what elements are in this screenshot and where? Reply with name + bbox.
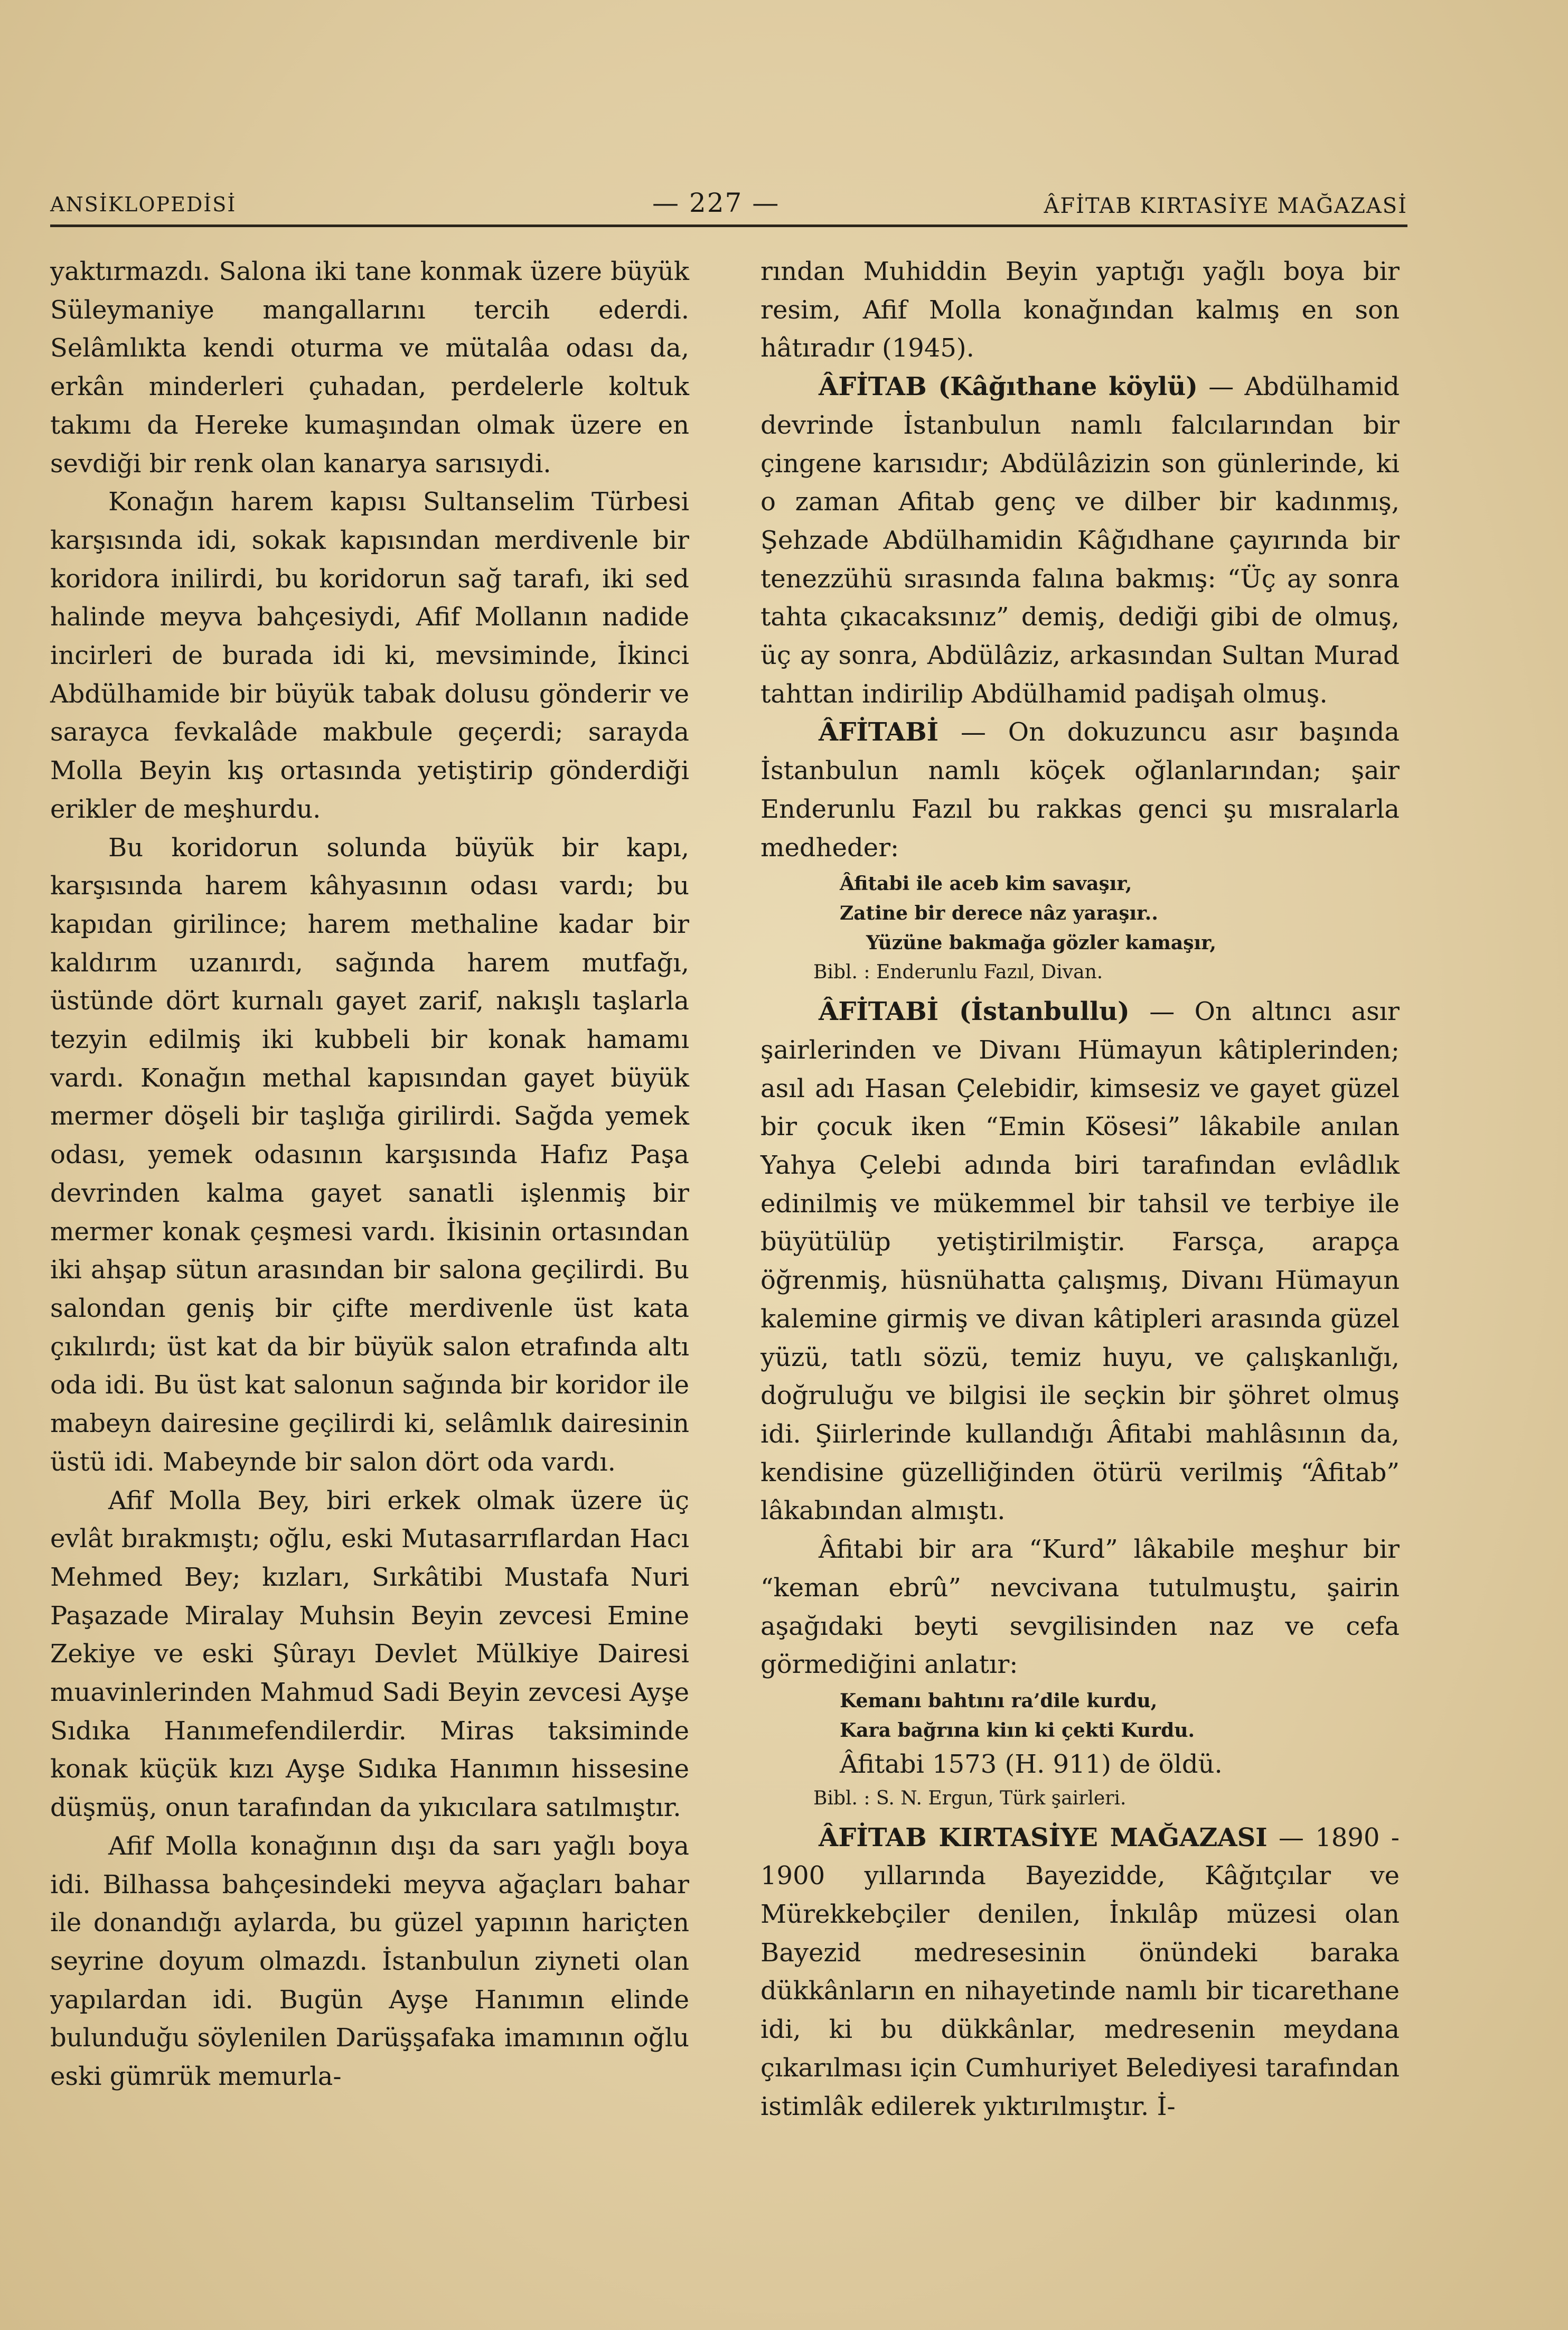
header-left: ANSİKLOPEDİSİ <box>50 193 237 216</box>
verse-block-2 <box>840 1686 1400 1745</box>
header-right: ÂFİTAB KIRTASİYE MAĞAZASİ <box>1044 194 1407 218</box>
entry-headword: ÂFİTAB (Kâğıthane köylü) <box>819 372 1198 402</box>
verse-line: Zatine bir derece nâz yaraşır.. <box>840 902 1158 925</box>
entry-headword: ÂFİTABİ (İstanbullu) <box>819 997 1130 1027</box>
right-paragraph-1: rından Muhiddin Beyin yaptığı yağlı boya bir resim, Afif Molla konağından kalmış en son hâtıradır (1945). <box>760 257 1400 363</box>
page-number: — 227 — <box>652 188 780 218</box>
entry-headword: ÂFİTABİ <box>819 717 939 747</box>
verse-block-1 <box>840 869 1400 958</box>
entry-text: — On dokuzuncu asır başında İstanbulun namlı köçek oğlanlarından; şair Enderunlu Fazıl bu rakkas genci şu mısralarla medheder: <box>760 717 1400 863</box>
entry-afitabi <box>760 713 1400 867</box>
left-column <box>50 252 689 2096</box>
death-line: Âfitabi 1573 (H. 911) de öldü. <box>840 1749 1223 1779</box>
bibliography-1: Bibl. : Enderunlu Fazıl, Divan. <box>813 961 1103 984</box>
right-column <box>760 252 1400 2126</box>
verse-line: Yüzüne bakmağa gözler kamaşır, <box>866 932 1217 955</box>
left-paragraph-4: Afif Molla Bey, biri erkek olmak üzere üç evlât bırakmıştı; oğlu, eski Mutasarrıflardan Hacı Mehmed Bey; kızları, Sırkâtibi Mustafa Nuri Paşazade Miralay Muhsin Beyin zevcesi Emine Zekiye ve eski Şûrayı Devlet Mülkiye Dairesi muavinlerinden Mahmud Sadi Beyin zevcesi Ayşe Sıdıka Hanımefendilerdir. Miras taksiminde konak küçük kızı Ayşe Sıdıka Hanımın hissesine düşmüş, onun tarafından da yıkıcılara satılmıştır. <box>50 1485 689 1823</box>
header-rule <box>50 224 1407 227</box>
left-paragraph-2: Konağın harem kapısı Sultanselim Türbesi karşısında idi, sokak kapısından merdivenle bir koridora inilirdi, bu koridorun sağ tarafı, iki sed halinde meyva bahçesiydi, Afif Mollanın nadide incirleri de burada idi ki, mevsiminde, İkinci Abdülhamide bir büyük tabak dolusu gönderir ve sarayca fevkalâde makbule geçerdi; sarayda Molla Beyin kış ortasında yetiştirip gönderdiği erikler de meşhurdu. <box>50 487 689 824</box>
verse-line: Kara bağrına kiın ki çekti Kurdu. <box>840 1719 1195 1742</box>
bibliography-2: Bibl. : S. N. Ergun, Türk şairleri. <box>813 1787 1126 1809</box>
left-paragraph-1: yaktırmazdı. Salona iki tane konmak üzere büyük Süleymaniye mangallarını tercih ederdi. Selâmlıkta kendi oturma ve mütalâa odası da, erkân minderleri çuhadan, perdelerle koltuk takımı da Hereke kumaşından olmak üzere en sevdiği bir renk olan kanarya sarısıydi. <box>50 257 689 479</box>
entry-afitabi-istanbullu <box>760 993 1400 1530</box>
entry-text: — 1890 - 1900 yıllarında Bayezidde, Kâğıtçılar ve Mürekkebçiler denilen, İnkılâp müzesi olan Bayezid medresesinin önündeki baraka dükkânların en nihayetinde namlı bir ticarethane idi, ki bu dükkânlar, medresenin meydana çıkarılması için Cumhuriyet Belediyesi tarafından istimlâk edilerek yıktırılmıştır. İ- <box>760 1822 1400 2121</box>
left-paragraph-3: Bu koridorun solunda büyük bir kapı, karşısında harem kâhyasının odası vardı; bu kapıdan girilince; harem methaline kadar bir kaldırım uzanırdı, sağında harem mutfağı, üstünde dört kurnalı gayet zarif, nakışlı taşlarla tezyin edilmiş iki kubbeli bir konak hamamı vardı. Konağın methal kapısından gayet büyük mermer döşeli bir taşlığa girilirdi. Sağda yemek odası, yemek odasının karşısında Hafız Paşa devrinden kalma gayet sanatli işlenmiş bir mermer konak çeşmesi vardı. İkisinin ortasından iki ahşap sütun arasından bir salona geçilirdi. Bu salondan geniş bir çifte merdivenle üst kata çıkılırdı; üst kat da bir büyük salon etrafında altı oda idi. Bu üst kat salonun sağında bir koridor ile mabeyn dairesine geçilirdi ki, selâmlık dairesinin üstü idi. Mabeynde bir salon dört oda vardı. <box>50 832 689 1477</box>
entry-headword: ÂFİTAB KIRTASİYE MAĞAZASI <box>819 1822 1267 1852</box>
running-header <box>50 188 1407 224</box>
left-paragraph-5: Afif Molla konağının dışı da sarı yağlı boya idi. Bilhassa bahçesindeki meyva ağaçları bahar ile donandığı aylarda, bu güzel yapının hariçten seyrine doyum olmazdı. İstanbulun ziyneti olan yapılardan idi. Bugün Ayşe Hanımın elinde bulunduğu söylenilen Darüşşafaka imamının oğlu eski gümrük memurla- <box>50 1831 689 2092</box>
verse-line: Kemanı bahtını ra’dile kurdu, <box>840 1689 1158 1712</box>
right-paragraph-kurd: Âfitabi bir ara “Kurd” lâkabile meşhur bir “keman ebrû” nevcivana tutulmuştu, şairin aşağıdaki beyti sevgilisinden naz ve cefa görmediğini anlatır: <box>760 1534 1400 1680</box>
entry-afitab-kagithane <box>760 368 1400 713</box>
entry-afitab-kirtasiye <box>760 1819 1400 2126</box>
entry-text: — On altıncı asır şairlerinden ve Divanı Hümayun kâtiplerinden; asıl adı Hasan Çelebidir, kimsesiz ve gayet güzel bir çocuk iken “Emin Kösesi” lâkabile anılan Yahya Çelebi adında biri tarafından evlâdlık edinilmiş ve mükemmel bir tahsil ve terbiye ile büyütülüp yetiştirilmiştir. Farsça, arapça öğrenmiş, hüsnühatta çalışmış, Divanı Hümayun kalemine girmiş ve divan kâtipleri arasında güzel yüzü, tatlı sözü, temiz huyu, ve çalışkanlığı, doğruluğu ve bilgisi ile seçkin bir şöhret olmuş idi. Şiirlerinde kullandığı Âfitabi mahlâsının da, kendisine güzelliğinden ötürü verilmiş “Âfitab” lâkabından almıştı. <box>760 997 1400 1526</box>
entry-text: — Abdülhamid devrinde İstanbulun namlı falcılarından bir çingene karısıdır; Abdülâzizin son günlerinde, ki o zaman Afitab genç ve dilber bir kadınmış, Şehzade Abdülhamidin Kâğıdhane çayırında bir tenezzühü sırasında falına bakmış: “Üç ay sonra tahta çıkacaksınız” demiş, dediği gibi de olmuş, üç ay sonra, Abdülâziz, arkasından Sultan Murad tahttan indirilip Abdülhamid padişah olmuş. <box>760 372 1400 709</box>
verse-line: Âfitabi ile aceb kim savaşır, <box>840 873 1132 895</box>
